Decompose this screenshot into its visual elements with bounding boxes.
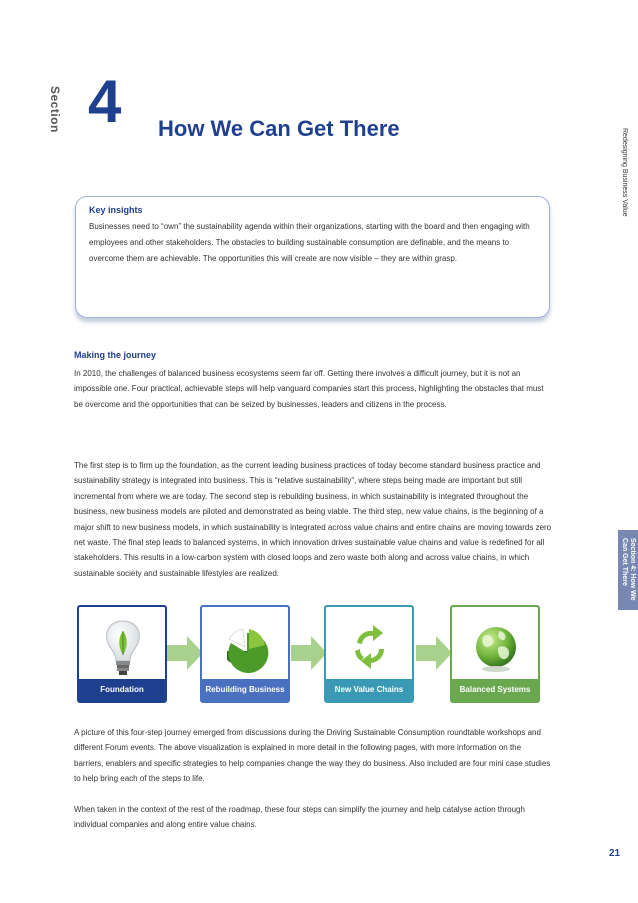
arrow-right-icon (416, 636, 452, 670)
body-paragraph: When taken in the context of the rest of the roadmap, these four steps can simplify the journey and help catalyse action through individual companies and along entire value chains. (74, 805, 525, 830)
step-label: New Value Chains (326, 679, 412, 701)
body-paragraph: In 2010, the challenges of balanced business ecosystems seem far off. Getting there involves a difficult journey, but it is not an impossible one. Four practical, achievable steps will help vanguard companies start this process, highlighting the obstacles that must be overcome and the opportunities that can be seized by businesses, leaders and citizens in the process. (74, 369, 544, 409)
step-label: Rebuilding Business (202, 679, 288, 701)
step-rebuilding-business (200, 605, 290, 703)
arrow-right-icon (167, 636, 203, 670)
lightbulb-icon (96, 617, 151, 679)
section-number: 4 (88, 68, 122, 135)
body-paragraph: A picture of this four-step journey emerged from discussions during the Driving Sustainable Consumption roundtable workshops and different Forum events. The above visualization is explained in more detail in the following pages, with more information on the barriers, enablers and specific strategies to help companies change the way they do business. Also included are four mini case studies to help bring each of the steps to life. (74, 728, 551, 784)
section-heading: Making the journey (74, 350, 157, 360)
step-label: Foundation (79, 679, 165, 701)
recycle-icon (343, 617, 398, 679)
pie-chart-icon (219, 617, 274, 679)
section-side-tab-label: Section 4: How We Can Get There (621, 538, 636, 601)
globe-icon (469, 617, 524, 679)
body-paragraph: The first step is to firm up the foundation, as the current leading business practices of today become standard business practice and sustainability strategy is integrated into business. This is “relative sustainability”, where steps being made are important but still incremental from where we are today. The second step is rebuilding business, in which sustainability is integrated throughout the business, new business models are piloted and demonstrated as being viable. The third step, new value chains, is the beginning of a major shift to new business models, in which sustainability is integrated across value chains and entire chains are moving towards zero net waste. The final step leads to balanced systems, in which innovation drives sustainable value chains and value is redefined for all stakeholders. This results in a low-carbon system with closed loops and zero waste both along and across value chains, in which sustainable society and sustainable lifestyles are realized. (74, 461, 552, 578)
step-label: Balanced Systems (452, 679, 538, 701)
step-foundation (77, 605, 167, 703)
page-number: 21 (609, 848, 621, 859)
step-new-value-chains (324, 605, 414, 703)
step-balanced-systems (450, 605, 540, 703)
key-insights-box (75, 196, 550, 318)
key-insights-body: Businesses need to “own” the sustainability agenda within their organizations, starting with the board and then engaging with employees and other stakeholders. The obstacles to building sustainable consumption are definable, and the means to overcome them are achievable. The opportunities this will create are now visible – they are within grasp. (89, 222, 530, 263)
key-insights-title: Key insights (89, 205, 143, 215)
side-running-title: Redesigning Business Value (621, 128, 628, 217)
page-title: How We Can Get There (158, 116, 400, 141)
arrow-right-icon (291, 636, 327, 670)
section-word: Section (48, 86, 62, 133)
